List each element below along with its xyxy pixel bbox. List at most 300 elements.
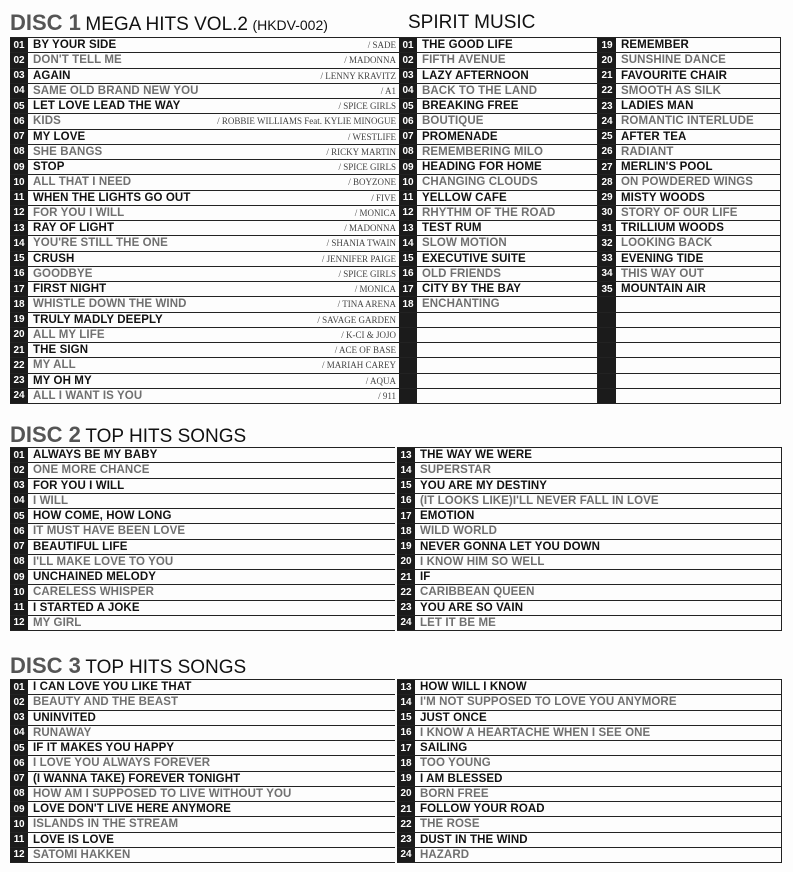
disc1-track-table	[10, 37, 399, 404]
track-title: SMOOTH AS SILK	[621, 84, 722, 97]
track-number: 32	[598, 236, 616, 250]
track-number	[598, 358, 616, 372]
track-row	[399, 389, 597, 404]
track-number	[598, 328, 616, 342]
track-artist: / JENNIFER PAIGE	[321, 253, 396, 264]
track-row	[598, 389, 780, 404]
track-title: I'LL MAKE LOVE TO YOU	[33, 555, 174, 568]
track-number: 13	[397, 680, 415, 694]
track-row	[397, 848, 781, 863]
track-title: BACK TO THE LAND	[422, 84, 538, 97]
disc3-track-table-left	[10, 679, 395, 863]
track-row	[10, 772, 395, 787]
track-title: LET LOVE LEAD THE WAY	[33, 100, 181, 113]
track-title: RUNAWAY	[33, 726, 92, 739]
track-number: 11	[10, 833, 28, 847]
track-title: ON POWDERED WINGS	[621, 176, 754, 189]
track-title: BEAUTIFUL LIFE	[33, 540, 128, 553]
track-title: RHYTHM OF THE ROAD	[422, 206, 556, 219]
track-number: 06	[10, 756, 28, 770]
track-number: 15	[397, 711, 415, 725]
spirit-track-table-2	[598, 37, 781, 404]
track-title: FIFTH AVENUE	[422, 54, 506, 67]
track-number: 08	[399, 145, 417, 159]
track-number: 29	[598, 191, 616, 205]
track-artist: / MADONNA	[344, 55, 396, 66]
track-number: 04	[10, 726, 28, 740]
track-number: 27	[598, 160, 616, 174]
track-title: STOP	[33, 161, 65, 174]
track-row	[598, 206, 780, 221]
track-row	[10, 585, 395, 600]
disc1-heading	[10, 12, 328, 34]
track-row	[399, 221, 597, 236]
track-number: 22	[598, 84, 616, 98]
track-number: 13	[399, 221, 417, 235]
track-title: MISTY WOODS	[621, 191, 705, 204]
track-number: 22	[397, 585, 415, 599]
track-number: 35	[598, 282, 616, 296]
track-row	[399, 267, 597, 282]
track-number: 19	[10, 313, 28, 327]
track-title: STORY OF OUR LIFE	[621, 206, 738, 219]
track-artist: / LENNY KRAVITZ	[320, 70, 396, 81]
track-title: BOUTIQUE	[422, 115, 484, 128]
track-row	[397, 570, 781, 585]
track-number: 23	[397, 601, 415, 615]
track-row	[10, 191, 399, 206]
track-title: HAZARD	[420, 848, 470, 861]
track-title: HOW AM I SUPPOSED TO LIVE WITHOUT YOU	[33, 787, 292, 800]
track-title: TOO YOUNG	[420, 757, 491, 770]
track-number: 17	[397, 509, 415, 523]
track-row	[399, 145, 597, 160]
disc3-label: DISC 3	[10, 653, 81, 678]
track-number	[399, 374, 417, 388]
track-row	[598, 282, 780, 297]
track-row	[397, 585, 781, 600]
track-title: THE ROSE	[420, 818, 480, 831]
track-row	[397, 726, 781, 741]
track-title: RADIANT	[621, 145, 674, 158]
track-artist: / AQUA	[365, 375, 396, 386]
track-title: MY GIRL	[33, 616, 82, 629]
track-number: 12	[399, 206, 417, 220]
track-title: SHE BANGS	[33, 145, 103, 158]
track-title: REMEMBER	[621, 39, 689, 52]
track-number: 02	[399, 53, 417, 67]
track-title: HOW WILL I KNOW	[420, 681, 527, 694]
track-row	[10, 601, 395, 616]
track-title: REMEMBERING MILO	[422, 145, 544, 158]
track-title: LOVE DON'T LIVE HERE ANYMORE	[33, 803, 232, 816]
track-number: 13	[397, 448, 415, 462]
track-artist: / SPICE GIRLS	[338, 268, 396, 279]
track-number: 14	[399, 236, 417, 250]
track-title: HOW COME, HOW LONG	[33, 510, 172, 523]
track-row	[10, 540, 395, 555]
track-row	[397, 479, 781, 494]
track-artist: / BOYZONE	[348, 177, 396, 188]
track-row	[598, 114, 780, 129]
track-artist: / TINA ARENA	[337, 299, 396, 310]
track-title: BY YOUR SIDE	[33, 39, 117, 52]
track-row	[399, 114, 597, 129]
track-title: TRULY MADLY DEEPLY	[33, 313, 163, 326]
track-row	[598, 374, 780, 389]
track-number: 01	[399, 38, 417, 52]
track-title: ENCHANTING	[422, 298, 500, 311]
track-title: SUPERSTAR	[420, 464, 491, 477]
track-title: ISLANDS IN THE STREAM	[33, 818, 179, 831]
track-number: 14	[10, 236, 28, 250]
track-row	[10, 84, 399, 99]
track-number: 07	[10, 540, 28, 554]
track-title: PROMENADE	[422, 130, 498, 143]
track-title: JUST ONCE	[420, 711, 487, 724]
track-row	[598, 130, 780, 145]
track-number: 05	[399, 99, 417, 113]
track-number: 04	[10, 84, 28, 98]
track-number: 05	[10, 509, 28, 523]
track-number: 11	[10, 191, 28, 205]
track-number: 11	[399, 191, 417, 205]
track-number: 09	[399, 160, 417, 174]
track-number	[399, 328, 417, 342]
track-row	[598, 267, 780, 282]
track-title: MOUNTAIN AIR	[621, 283, 706, 296]
track-number: 10	[10, 585, 28, 599]
track-number: 34	[598, 267, 616, 281]
track-row	[10, 252, 399, 267]
track-title: ALL MY LIFE	[33, 328, 105, 341]
track-title: WHEN THE LIGHTS GO OUT	[33, 191, 191, 204]
track-number: 05	[10, 99, 28, 113]
track-row	[10, 494, 395, 509]
track-number: 18	[10, 297, 28, 311]
spirit-track-table-1	[399, 37, 598, 404]
track-row	[399, 53, 597, 68]
track-title: AGAIN	[33, 69, 71, 82]
track-title: LADIES MAN	[621, 100, 694, 113]
track-number: 24	[397, 616, 415, 630]
track-number: 05	[10, 741, 28, 755]
track-row	[10, 509, 395, 524]
track-title: ROMANTIC INTERLUDE	[621, 115, 754, 128]
track-title: FOR YOU I WILL	[33, 206, 125, 219]
track-title: CARELESS WHISPER	[33, 586, 155, 599]
track-number: 06	[399, 114, 417, 128]
track-row	[10, 741, 395, 756]
track-number: 28	[598, 175, 616, 189]
track-number	[598, 313, 616, 327]
track-title: YELLOW CAFE	[422, 191, 507, 204]
track-artist: / ACE OF BASE	[334, 345, 396, 356]
track-row	[10, 221, 399, 236]
track-title: UNCHAINED MELODY	[33, 571, 156, 584]
track-title: IT MUST HAVE BEEN LOVE	[33, 525, 186, 538]
track-row	[397, 540, 781, 555]
track-number: 22	[10, 358, 28, 372]
track-title: MY ALL	[33, 359, 76, 372]
track-title: THIS WAY OUT	[621, 267, 704, 280]
track-artist: / A1	[380, 85, 396, 96]
track-row	[399, 313, 597, 328]
track-title: CITY BY THE BAY	[422, 283, 522, 296]
disc2-track-table-left	[10, 447, 395, 631]
track-number: 14	[397, 695, 415, 709]
track-title: GOODBYE	[33, 267, 93, 280]
track-number: 20	[10, 328, 28, 342]
track-row	[598, 328, 780, 343]
track-title: I LOVE YOU ALWAYS FOREVER	[33, 757, 211, 770]
track-row	[10, 282, 399, 297]
track-title: BREAKING FREE	[422, 100, 519, 113]
track-row	[598, 160, 780, 175]
track-row	[397, 601, 781, 616]
track-title: LOVE IS LOVE	[33, 833, 115, 846]
track-title: FAVOURITE CHAIR	[621, 69, 728, 82]
track-row	[10, 297, 399, 312]
track-number: 14	[397, 463, 415, 477]
track-number: 08	[10, 145, 28, 159]
track-title: EMOTION	[420, 510, 475, 523]
track-number: 12	[10, 848, 28, 862]
track-number: 03	[10, 479, 28, 493]
disc1-label: DISC 1	[10, 10, 81, 35]
track-row	[10, 114, 399, 129]
track-row	[10, 817, 395, 832]
track-row	[10, 145, 399, 160]
track-title: (IT LOOKS LIKE)I'LL NEVER FALL IN LOVE	[420, 494, 659, 507]
track-number: 16	[397, 726, 415, 740]
track-row	[399, 191, 597, 206]
track-row	[598, 252, 780, 267]
track-row	[399, 175, 597, 190]
track-number: 01	[10, 38, 28, 52]
track-number: 08	[10, 555, 28, 569]
track-number: 06	[10, 524, 28, 538]
track-number: 21	[397, 570, 415, 584]
track-number: 24	[10, 389, 28, 403]
track-artist: / K-CI & JOJO	[341, 329, 396, 340]
track-number: 01	[10, 448, 28, 462]
track-row	[10, 711, 395, 726]
track-title: MERLIN'S POOL	[621, 161, 713, 174]
track-row	[598, 99, 780, 114]
disc3-track-table-right	[397, 679, 782, 863]
track-row	[397, 509, 781, 524]
track-number: 09	[10, 570, 28, 584]
track-title: YOU ARE MY DESTINY	[420, 479, 548, 492]
track-title: CRUSH	[33, 252, 75, 265]
track-row	[598, 145, 780, 160]
track-title: SLOW MOTION	[422, 237, 507, 250]
track-title: BEAUTY AND THE BEAST	[33, 696, 179, 709]
track-row	[399, 358, 597, 373]
track-number: 17	[10, 282, 28, 296]
track-row	[397, 555, 781, 570]
track-number: 04	[399, 84, 417, 98]
track-row	[399, 297, 597, 312]
track-title: KIDS	[33, 115, 61, 128]
track-row	[10, 358, 399, 373]
track-row	[598, 343, 780, 358]
track-row	[399, 130, 597, 145]
track-row	[10, 833, 395, 848]
track-title: WILD WORLD	[420, 525, 498, 538]
track-row	[598, 175, 780, 190]
track-number: 16	[399, 267, 417, 281]
track-title: AFTER TEA	[621, 130, 687, 143]
track-artist: / SPICE GIRLS	[338, 162, 396, 173]
track-title: OLD FRIENDS	[422, 267, 502, 280]
disc2-subtitle: TOP HITS SONGS	[85, 426, 247, 447]
track-row	[10, 267, 399, 282]
track-number: 01	[10, 680, 28, 694]
track-number: 13	[10, 221, 28, 235]
track-row	[598, 53, 780, 68]
track-title: I KNOW HIM SO WELL	[420, 555, 545, 568]
track-row	[10, 524, 395, 539]
track-number: 24	[598, 114, 616, 128]
track-number	[598, 297, 616, 311]
track-row	[399, 252, 597, 267]
track-row	[397, 448, 781, 463]
track-row	[598, 358, 780, 373]
track-title: TEST RUM	[422, 222, 482, 235]
track-number: 10	[10, 817, 28, 831]
track-row	[10, 570, 395, 585]
track-row	[10, 313, 399, 328]
track-row	[598, 191, 780, 206]
track-title: THE WAY WE WERE	[420, 449, 533, 462]
track-title: IF IT MAKES YOU HAPPY	[33, 742, 175, 755]
track-row	[10, 38, 399, 53]
track-title: YOU'RE STILL THE ONE	[33, 237, 168, 250]
track-title: FOR YOU I WILL	[33, 479, 125, 492]
track-number: 17	[399, 282, 417, 296]
track-title: I AM BLESSED	[420, 772, 503, 785]
track-row	[399, 160, 597, 175]
track-title: I STARTED A JOKE	[33, 601, 140, 614]
track-row	[10, 479, 395, 494]
track-number: 04	[10, 494, 28, 508]
track-row	[10, 726, 395, 741]
disc3-subtitle: TOP HITS SONGS	[85, 657, 247, 678]
track-number: 21	[397, 802, 415, 816]
track-number: 16	[397, 494, 415, 508]
disc2-heading	[10, 424, 246, 446]
track-row	[399, 206, 597, 221]
track-row	[10, 343, 399, 358]
track-title: ALWAYS BE MY BABY	[33, 449, 158, 462]
track-number: 03	[10, 711, 28, 725]
track-row	[397, 787, 781, 802]
track-row	[10, 555, 395, 570]
track-number: 20	[397, 787, 415, 801]
track-number: 23	[10, 374, 28, 388]
track-row	[399, 99, 597, 114]
track-number	[399, 389, 417, 403]
track-number: 19	[397, 540, 415, 554]
track-row	[397, 802, 781, 817]
track-title: (I WANNA TAKE) FOREVER TONIGHT	[33, 772, 241, 785]
track-title: BORN FREE	[420, 787, 489, 800]
track-row	[10, 130, 399, 145]
track-row	[399, 84, 597, 99]
track-row	[10, 463, 395, 478]
track-title: I CAN LOVE YOU LIKE THAT	[33, 681, 192, 694]
track-number: 09	[10, 802, 28, 816]
track-title: THE GOOD LIFE	[422, 39, 513, 52]
track-title: THE SIGN	[33, 344, 89, 357]
track-artist: / RICKY MARTIN	[326, 146, 396, 157]
track-row	[10, 787, 395, 802]
track-artist: / ROBBIE WILLIAMS Feat. KYLIE MINOGUE	[217, 116, 396, 127]
track-title: UNINVITED	[33, 711, 96, 724]
track-title: LET IT BE ME	[420, 616, 496, 629]
track-title: TRILLIUM WOODS	[621, 222, 724, 235]
track-number	[598, 389, 616, 403]
track-row	[397, 695, 781, 710]
track-title: RAY OF LIGHT	[33, 222, 115, 235]
track-row	[397, 772, 781, 787]
track-artist: / MADONNA	[344, 223, 396, 234]
track-number: 02	[10, 53, 28, 67]
track-number: 20	[598, 53, 616, 67]
track-number: 15	[399, 252, 417, 266]
disc1-code: (HKDV-002)	[252, 17, 328, 33]
track-number: 21	[10, 343, 28, 357]
track-title: YOU ARE SO VAIN	[420, 601, 524, 614]
track-number: 12	[10, 616, 28, 630]
track-row	[10, 448, 395, 463]
track-row	[10, 756, 395, 771]
track-title: FOLLOW YOUR ROAD	[420, 803, 545, 816]
track-row	[598, 84, 780, 99]
track-number: 02	[10, 463, 28, 477]
track-number	[399, 358, 417, 372]
track-artist: / MONICA	[354, 207, 396, 218]
track-number: 07	[10, 130, 28, 144]
track-number: 11	[10, 601, 28, 615]
track-title: LAZY AFTERNOON	[422, 69, 529, 82]
track-title: ONE MORE CHANCE	[33, 464, 150, 477]
track-title: HEADING FOR HOME	[422, 161, 542, 174]
track-title: I WILL	[33, 494, 69, 507]
track-title: CARIBBEAN QUEEN	[420, 586, 535, 599]
track-artist: / WESTLIFE	[347, 131, 396, 142]
track-row	[399, 69, 597, 84]
track-title: SUNSHINE DANCE	[621, 54, 726, 67]
track-row	[397, 817, 781, 832]
track-row	[397, 756, 781, 771]
track-title: LOOKING BACK	[621, 237, 713, 250]
track-number: 33	[598, 252, 616, 266]
track-title: FIRST NIGHT	[33, 283, 107, 296]
track-title: DUST IN THE WIND	[420, 833, 528, 846]
track-number: 03	[399, 69, 417, 83]
track-row	[399, 282, 597, 297]
track-number: 07	[10, 772, 28, 786]
track-row	[10, 160, 399, 175]
track-row	[399, 328, 597, 343]
disc3-heading	[10, 655, 246, 677]
track-row	[10, 848, 395, 863]
track-artist: / MARIAH CAREY	[321, 360, 396, 371]
track-row	[399, 236, 597, 251]
